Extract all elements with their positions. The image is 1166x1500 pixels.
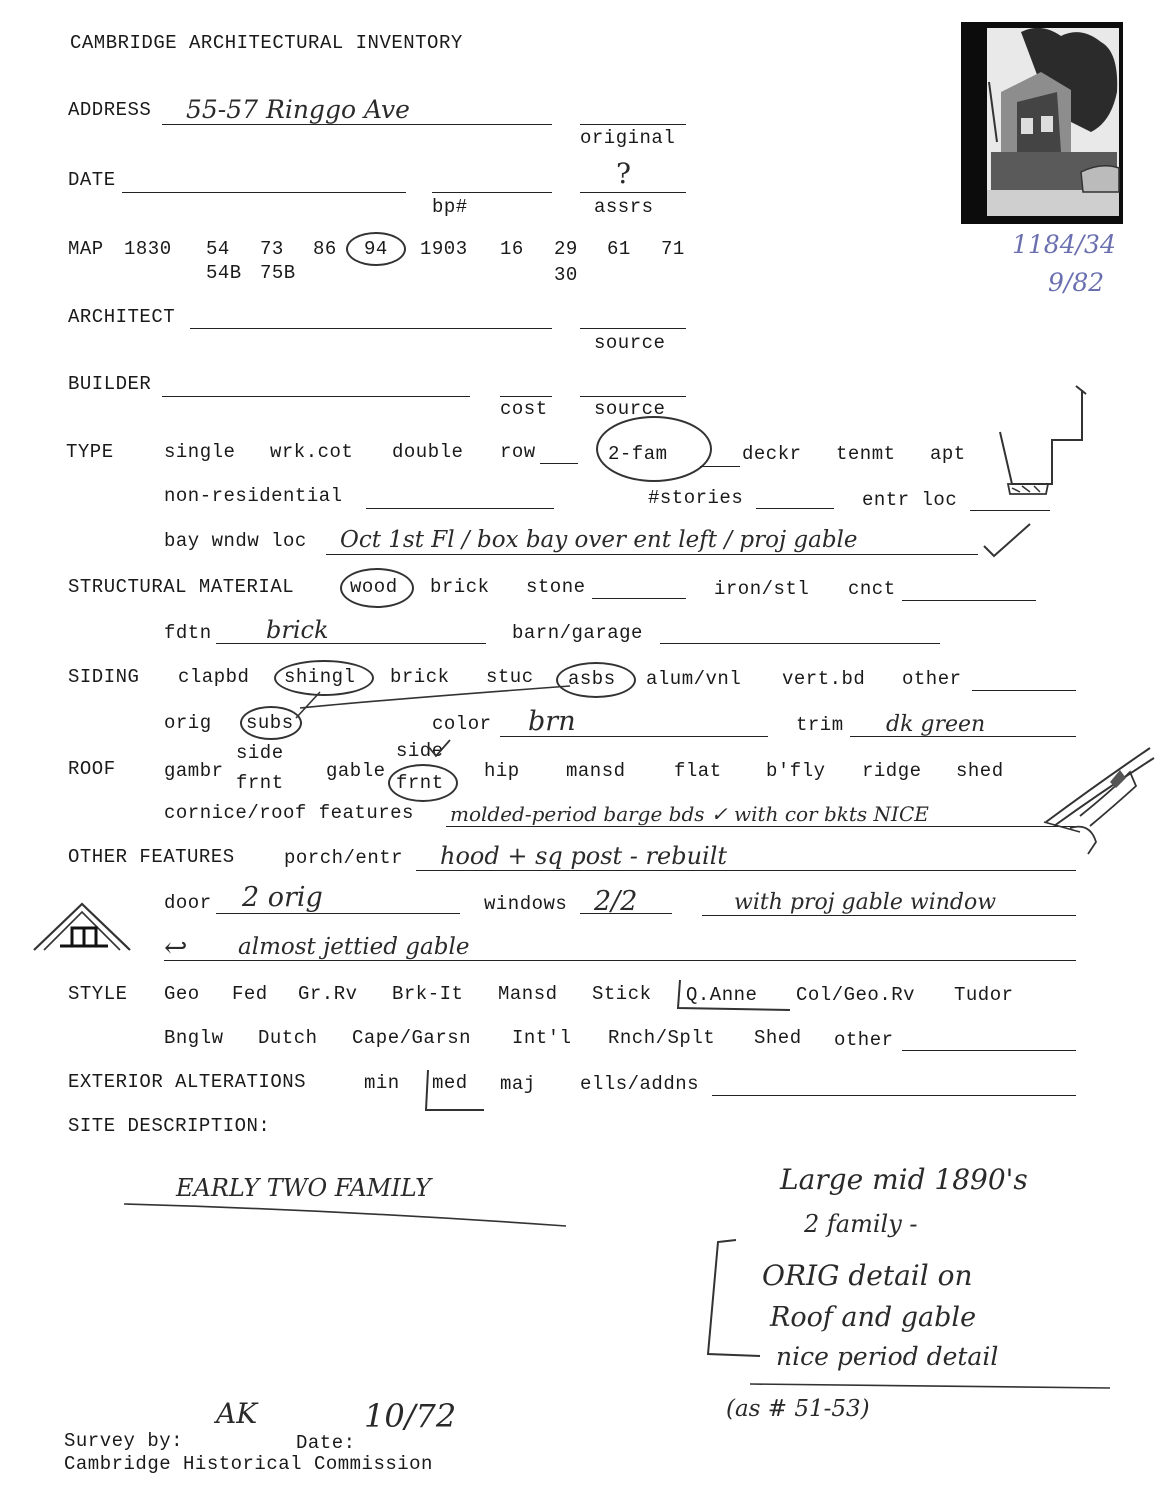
siding-label: SIDING <box>68 666 140 688</box>
photo-ref-date: 9/82 <box>1048 268 1105 297</box>
door-label: door <box>164 892 212 914</box>
fdtn-label: fdtn <box>164 622 212 644</box>
style-q-anne: Q.Anne <box>686 984 758 1006</box>
style-gr-rv: Gr.Rv <box>298 983 358 1005</box>
type-deckr: deckr <box>742 443 802 465</box>
roof-ridge: ridge <box>862 760 922 782</box>
structural-stone: stone <box>526 576 586 598</box>
checkmark-icon <box>424 738 454 768</box>
style-cape-garsn: Cape/Garsn <box>352 1027 472 1049</box>
structural-cnct: cnct <box>848 578 896 600</box>
structural-iron-stl: iron/stl <box>714 578 810 600</box>
style-stick: Stick <box>592 983 652 1005</box>
alterations-med: med <box>432 1072 468 1094</box>
windows-label: windows <box>484 893 568 915</box>
bay-window-label: bay wndw loc <box>164 530 307 552</box>
style-brk-it: Brk-It <box>392 983 464 1005</box>
map-sub-75b: 75B <box>260 262 296 284</box>
map-sub-30: 30 <box>554 264 578 286</box>
note-line-4: Roof and gable <box>770 1302 977 1333</box>
style-mark <box>674 978 794 1018</box>
style-fed: Fed <box>232 983 268 1005</box>
roof-gable-frnt: frnt <box>396 772 444 794</box>
site-description-label: SITE DESCRIPTION: <box>68 1115 271 1137</box>
type-wrk-cot: wrk.cot <box>270 441 354 463</box>
type-tenmt: tenmt <box>836 443 896 465</box>
windows-value: 2/2 <box>594 886 638 917</box>
survey-by-label: Survey by: <box>64 1430 184 1452</box>
type-2-fam: 2-fam <box>608 443 668 465</box>
map-year-86: 86 <box>313 238 337 260</box>
siding-clapbd: clapbd <box>178 666 250 688</box>
survey-by-value: AK <box>216 1397 258 1430</box>
entr-loc-label: entr loc <box>862 489 958 511</box>
roof-bfly: b'fly <box>766 760 826 782</box>
map-year-1903: 1903 <box>420 238 468 260</box>
survey-date-label: Date: <box>296 1432 356 1454</box>
siding-brick: brick <box>390 666 450 688</box>
siding-asbs: asbs <box>568 668 616 690</box>
structural-brick: brick <box>430 576 490 598</box>
door-value: 2 orig <box>242 882 323 913</box>
type-label: TYPE <box>66 441 114 463</box>
siding-other: other <box>902 668 962 690</box>
cornice-label: cornice/roof features <box>164 802 414 824</box>
site-description-value: EARLY TWO FAMILY <box>176 1174 431 1202</box>
trim-label: trim <box>796 714 844 736</box>
roof-gable: gable <box>326 760 386 782</box>
siding-vert-bd: vert.bd <box>782 668 866 690</box>
type-row: row <box>500 441 536 463</box>
entrance-plan-sketch-icon <box>990 384 1090 504</box>
alterations-mark <box>416 1066 488 1116</box>
note-line-2: 2 family - <box>804 1210 918 1238</box>
color-label: color <box>432 713 492 735</box>
map-year-73: 73 <box>260 238 284 260</box>
extra-note-value: almost jettied gable <box>238 934 470 960</box>
style-bnglw: Bnglw <box>164 1027 224 1049</box>
cornice-bracket-sketch-icon <box>1040 742 1160 862</box>
style-tudor: Tudor <box>954 984 1014 1006</box>
map-year-94: 94 <box>364 238 388 260</box>
cornice-value: molded-period barge bds ✓ with cor bkts NICE <box>450 802 929 826</box>
style-rnch-splt: Rnch/Splt <box>608 1027 716 1049</box>
map-sub-54b: 54B <box>206 262 242 284</box>
note-line-3: ORIG detail on <box>762 1259 973 1292</box>
orig-label: orig <box>164 712 212 734</box>
map-year-61: 61 <box>607 238 631 260</box>
note-line-6: (as # 51-53) <box>726 1396 870 1422</box>
style-other: other <box>834 1029 894 1051</box>
commission-name: Cambridge Historical Commission <box>64 1453 433 1475</box>
style-geo: Geo <box>164 983 200 1005</box>
fdtn-value: brick <box>266 616 329 644</box>
siding-stuc: stuc <box>486 666 534 688</box>
alterations-label: EXTERIOR ALTERATIONS <box>68 1071 307 1093</box>
non-residential-label: non-residential <box>164 485 343 507</box>
roof-gambr-frnt: frnt <box>236 772 284 794</box>
style-intl: Int'l <box>512 1027 572 1049</box>
type-apt: apt <box>930 443 966 465</box>
builder-label: BUILDER <box>68 373 152 395</box>
roof-shed: shed <box>956 760 1004 782</box>
survey-date-value: 10/72 <box>364 1397 457 1435</box>
structural-label: STRUCTURAL MATERIAL <box>68 576 295 598</box>
ells-addns-label: ells/addns <box>580 1073 700 1095</box>
trim-value: dk green <box>886 712 986 737</box>
style-mansd: Mansd <box>498 983 558 1005</box>
type-single: single <box>164 441 236 463</box>
site-underline <box>120 1196 580 1236</box>
windows-extra: with proj gable window <box>734 890 997 915</box>
map-year-54: 54 <box>206 238 230 260</box>
roof-gambr-side: side <box>236 742 284 764</box>
bay-window-value: Oct 1st Fl / box bay over ent left / proj gable <box>340 527 858 553</box>
architect-source-label: source <box>594 332 666 354</box>
alterations-min: min <box>364 1072 400 1094</box>
style-label: STYLE <box>68 983 128 1005</box>
builder-source-label: source <box>594 398 666 420</box>
map-year-1830: 1830 <box>124 238 172 260</box>
porch-label: porch/entr <box>284 847 404 869</box>
photo-ref-number: 1184/34 <box>1012 230 1116 259</box>
roof-gambr: gambr <box>164 760 224 782</box>
original-label: original <box>580 127 676 149</box>
orig-value: subs <box>246 712 294 734</box>
architect-label: ARCHITECT <box>68 306 176 328</box>
color-value: brn <box>528 706 576 737</box>
map-year-71: 71 <box>661 238 685 260</box>
roof-flat: flat <box>674 760 722 782</box>
date-label: DATE <box>68 169 116 191</box>
map-year-29: 29 <box>554 238 578 260</box>
porch-value: hood + sq post - rebuilt <box>440 842 728 870</box>
note-line-5: nice period detail <box>776 1342 999 1371</box>
type-double: double <box>392 441 464 463</box>
builder-cost-label: cost <box>500 398 548 420</box>
siding-alum-vnl: alum/vnl <box>646 668 742 690</box>
roof-label: ROOF <box>68 758 116 780</box>
style-col-geo-rv: Col/Geo.Rv <box>796 984 916 1006</box>
alterations-maj: maj <box>500 1073 536 1095</box>
assrs-label: assrs <box>594 196 654 218</box>
siding-shingl: shingl <box>284 666 356 688</box>
style-dutch: Dutch <box>258 1027 318 1049</box>
form-title: CAMBRIDGE ARCHITECTURAL INVENTORY <box>70 32 463 54</box>
checkmark-icon <box>980 520 1032 560</box>
stories-label: #stories <box>648 487 744 509</box>
address-label: ADDRESS <box>68 99 152 121</box>
note-line-1: Large mid 1890's <box>780 1163 1028 1196</box>
roof-mansd: mansd <box>566 760 626 782</box>
other-features-label: OTHER FEATURES <box>68 846 235 868</box>
structural-wood: wood <box>350 576 398 598</box>
house-photo <box>961 22 1123 224</box>
bp-label: bp# <box>432 196 468 218</box>
roof-hip: hip <box>484 760 520 782</box>
assrs-value: ? <box>616 157 632 190</box>
map-label: MAP <box>68 238 104 260</box>
barn-garage-label: barn/garage <box>512 622 643 644</box>
map-year-16: 16 <box>500 238 524 260</box>
gable-sketch-icon <box>30 898 134 956</box>
style-shed: Shed <box>754 1027 802 1049</box>
extra-note-arrow: ↩ <box>164 931 188 964</box>
address-value: 55-57 Ringgo Ave <box>186 95 410 124</box>
roof-gable-side: side <box>396 740 444 762</box>
